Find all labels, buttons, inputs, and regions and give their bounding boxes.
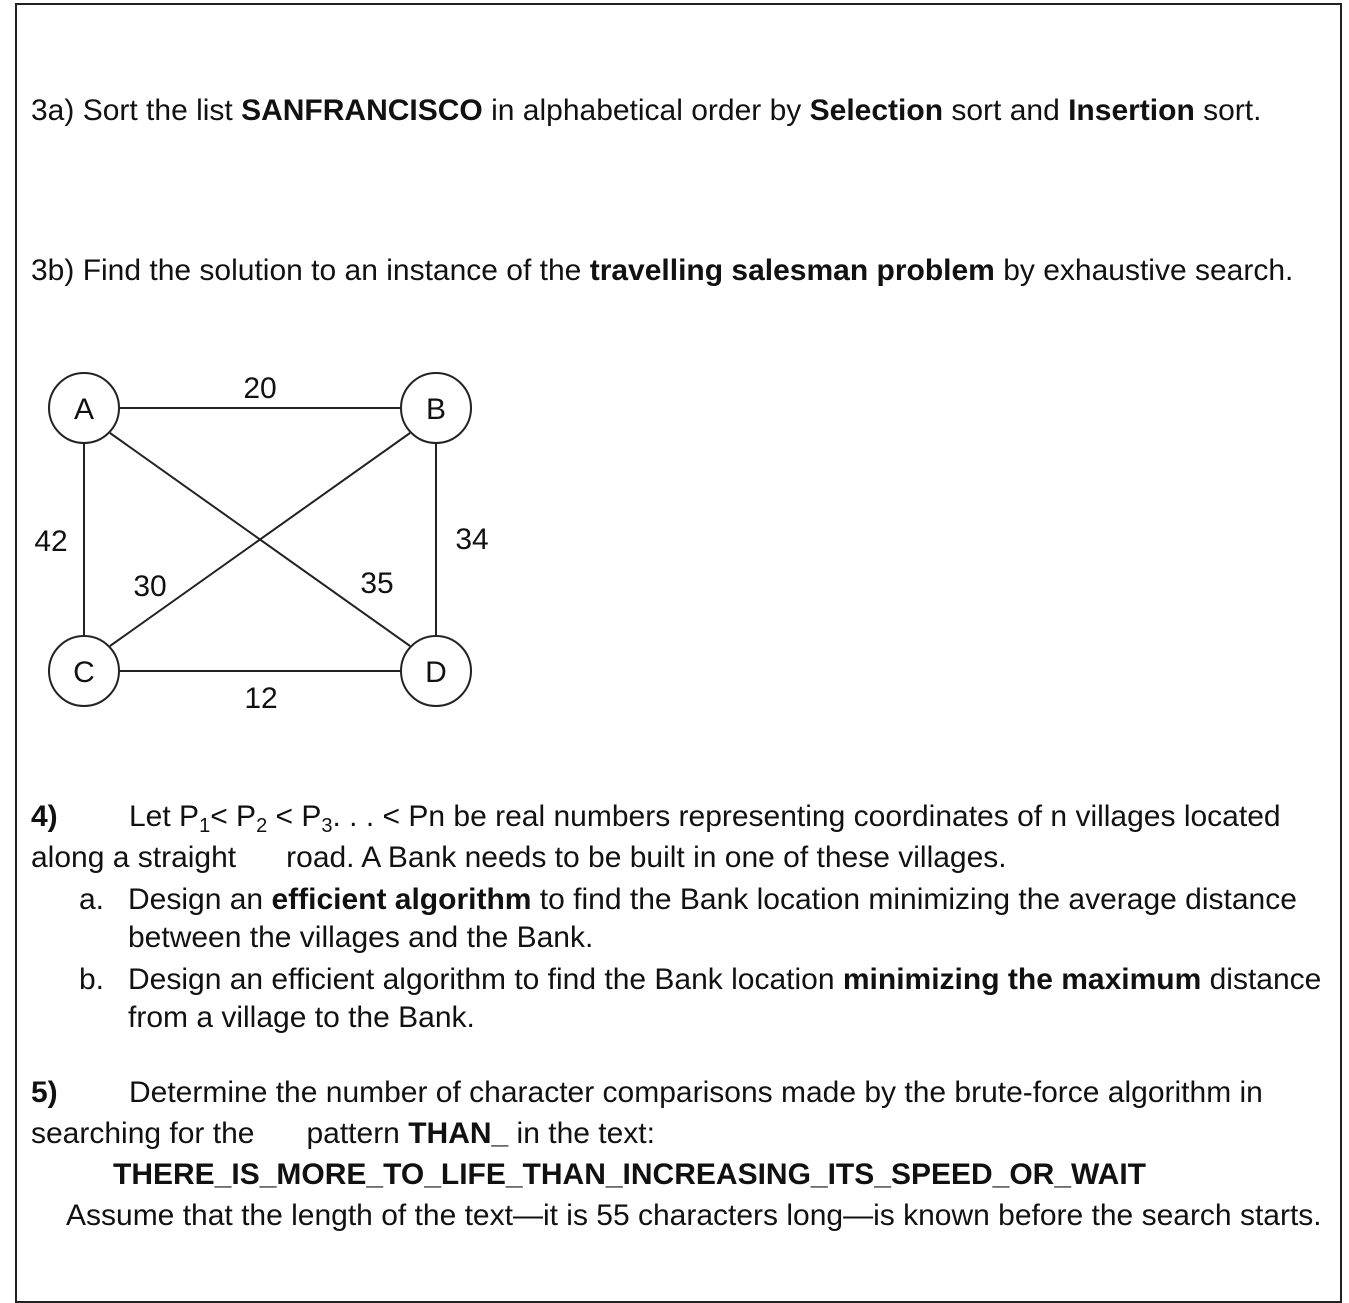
node-b-label: B: [425, 393, 447, 426]
weight-c-d: 12: [244, 682, 278, 715]
question-4-intro: 4) Let $P_1< P_2 < P_3$. . . < Pn be real numbers representing coordinates of n villages located along a straight road. A Bank needs to be built in one of these villages.: [31, 800, 1281, 874]
problem-name: travelling salesman problem: [589, 254, 995, 287]
weight-a-b: 20: [243, 372, 277, 405]
assumption: Assume that the length of the text—it is 55 characters long—is known before the search starts.: [66, 1199, 1322, 1232]
node-d-label: D: [425, 656, 447, 689]
insertion-sort-label: Insertion: [1068, 94, 1195, 127]
node-c-label: C: [73, 656, 95, 689]
question-5: [31, 1072, 1331, 1236]
question-3b: 3b) Find the solution to an instance of the travelling salesman problem by exhaustive search.: [31, 254, 1294, 287]
list-name: SANFRANCISCO: [241, 94, 483, 127]
pattern: THAN_: [408, 1117, 509, 1150]
question-3a: 3a) Sort the list SANFRANCISCO in alphabetical order by Selection sort and Insertion sort.: [31, 94, 1262, 127]
selection-sort-label: Selection: [809, 94, 944, 127]
question-4a: a. Design an efficient algorithm to find the Bank location minimizing the average distance between the villages and the Bank.: [79, 883, 1297, 954]
node-a-label: A: [73, 393, 95, 426]
question-5-intro: 5) Determine the number of character comparisons made by the brute-force algorithm in searching for the pattern THAN_ in the text:: [31, 1076, 1263, 1150]
search-text: THERE_IS_MORE_TO_LIFE_THAN_INCREASING_ITS_SPEED_OR_WAIT: [113, 1158, 1147, 1191]
weight-a-d: 35: [360, 567, 394, 600]
weight-c-b: 30: [133, 570, 167, 603]
weight-a-c: 42: [34, 525, 68, 558]
question-4: [31, 798, 1331, 1037]
tsp-graph: [0, 360, 520, 720]
weight-b-d: 34: [455, 523, 489, 556]
question-4b: b. Design an efficient algorithm to find the Bank location minimizing the maximum distance from a village to the Bank.: [79, 963, 1322, 1034]
